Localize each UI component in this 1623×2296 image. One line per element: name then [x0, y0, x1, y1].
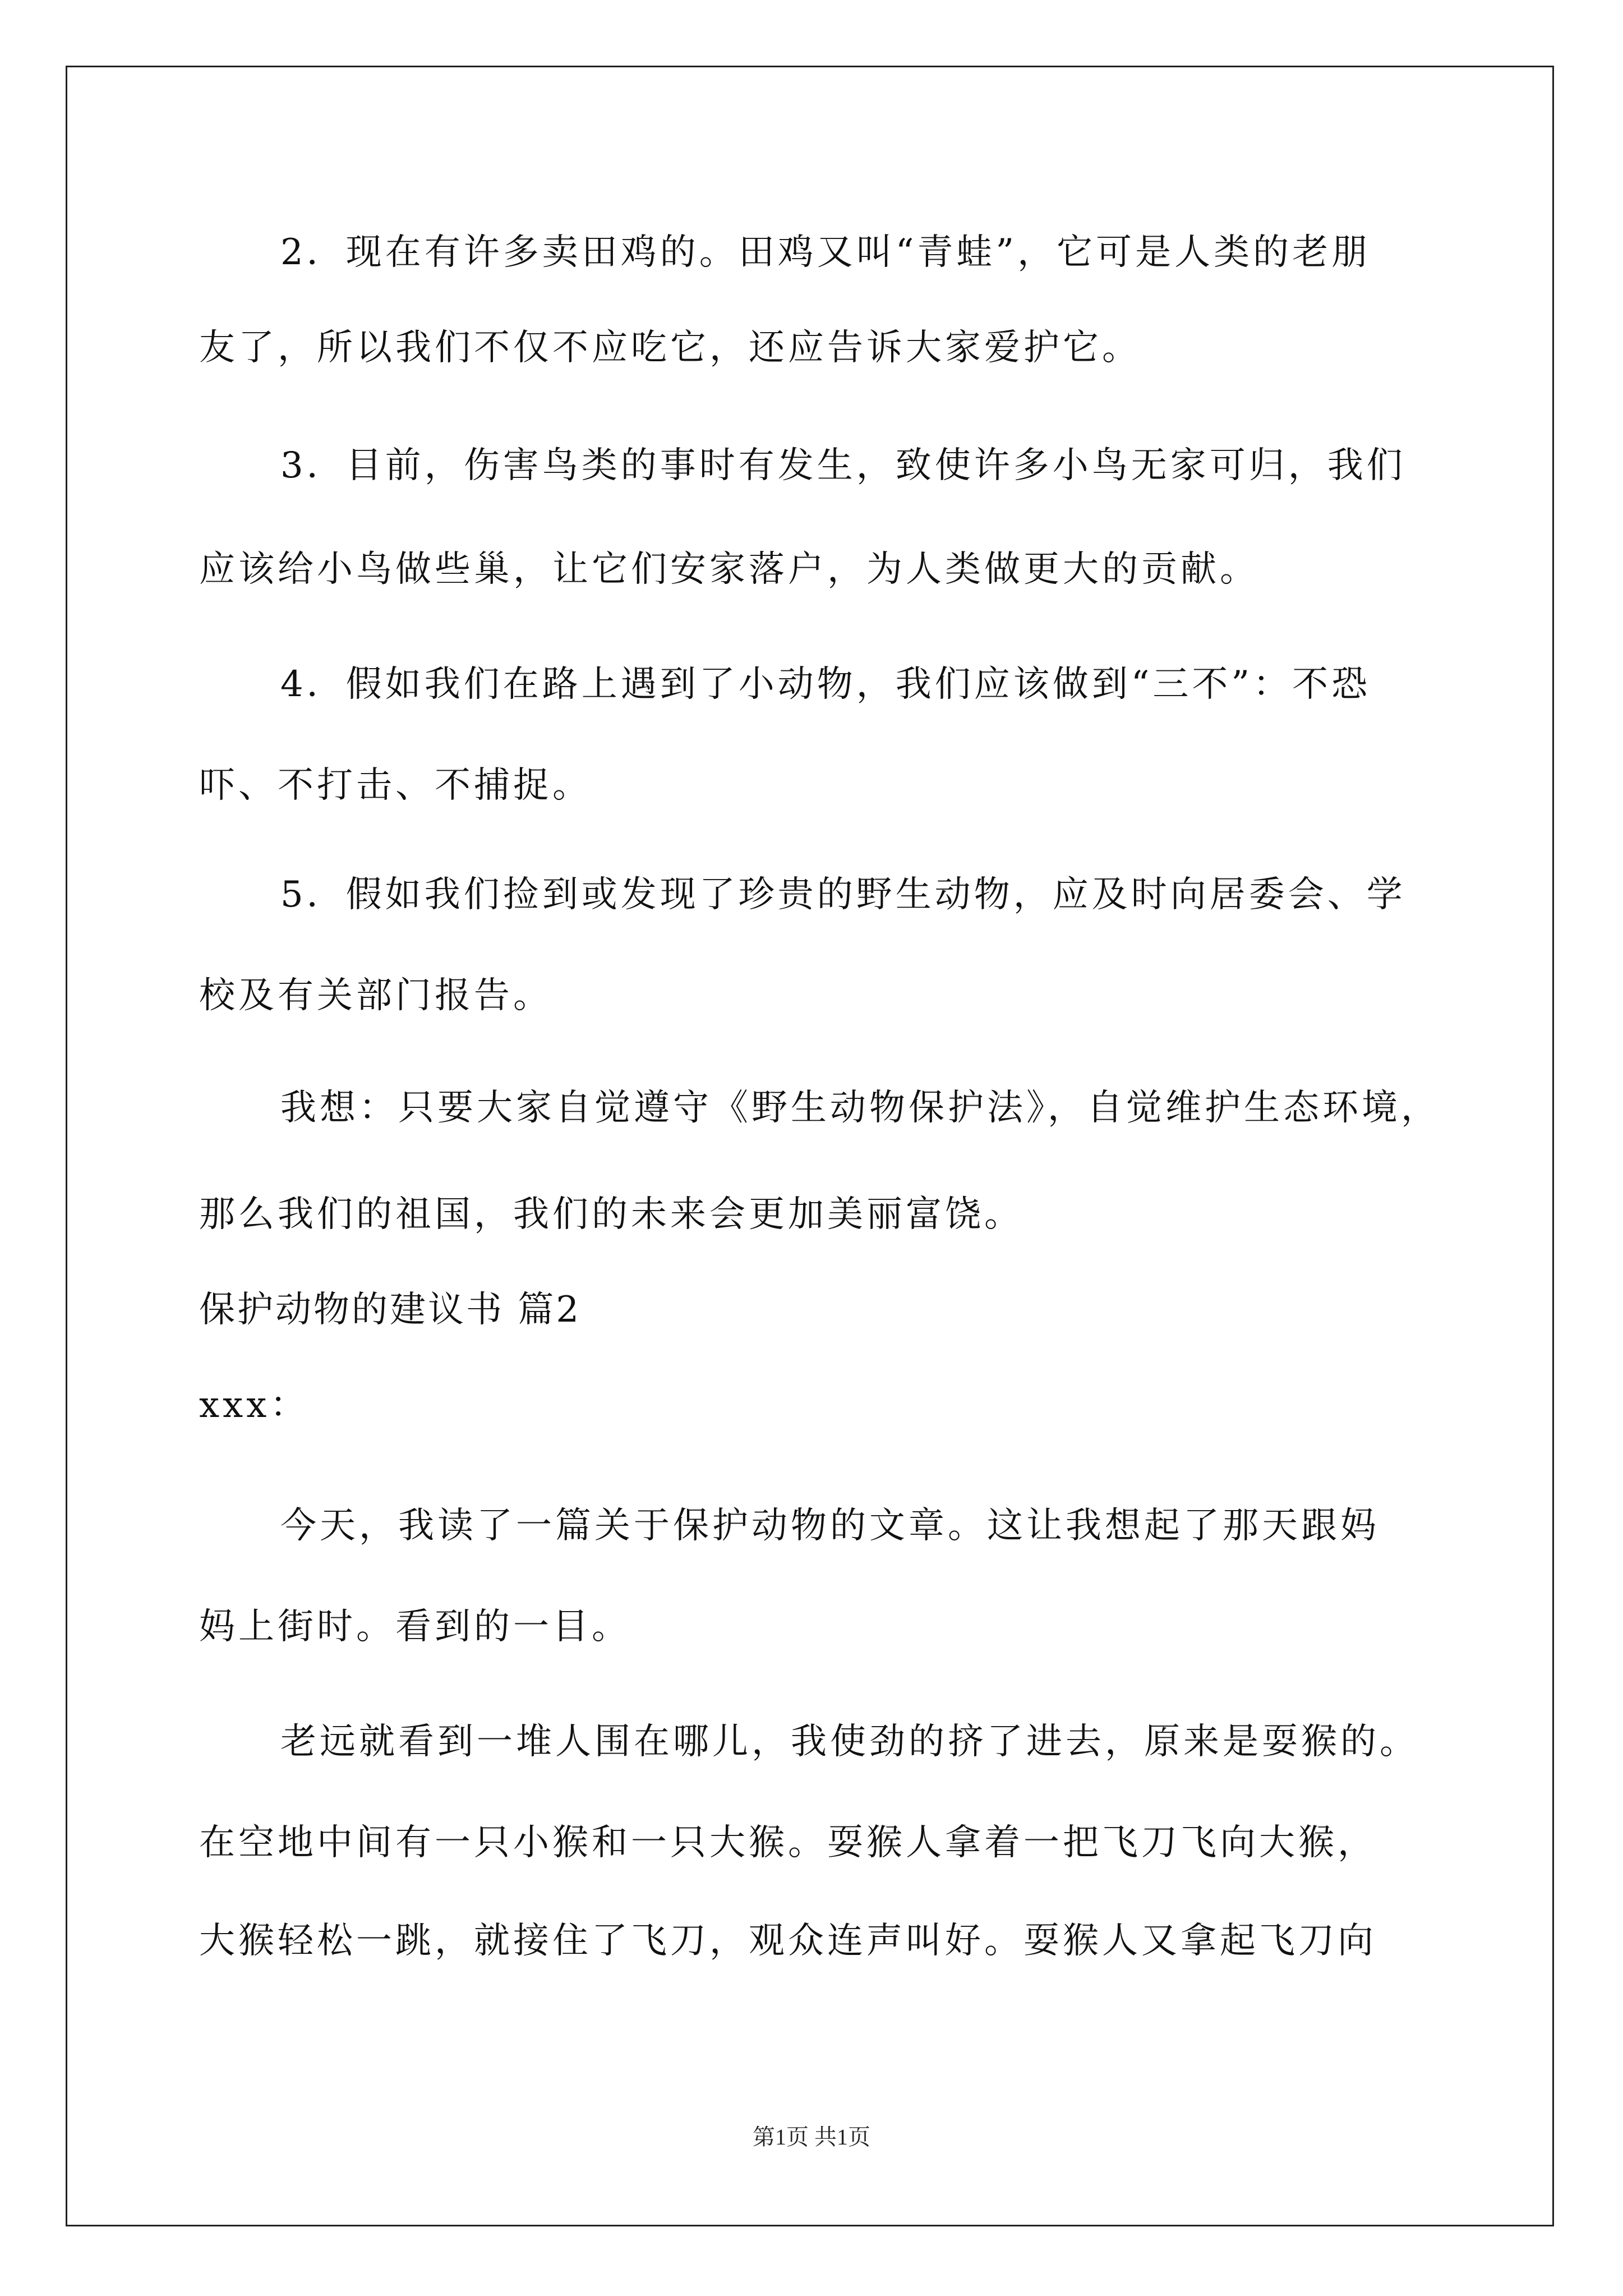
- paragraph-7-line-1: 老远就看到一堆人围在哪儿，我使劲的挤了进去，原来是耍猴的。: [280, 1721, 1419, 1763]
- paragraph-4-line-1: 5．假如我们捡到或发现了珍贵的野生动物，应及时向居委会、学: [280, 874, 1406, 915]
- paragraph-6-line-2: 妈上街时。看到的一目。: [199, 1606, 631, 1648]
- salutation: xxx：: [199, 1384, 310, 1426]
- paragraph-2-line-1: 3．目前，伤害鸟类的事时有发生，致使许多小鸟无家可归，我们: [280, 445, 1406, 486]
- section-title: 保护动物的建议书 篇2: [199, 1289, 582, 1331]
- paragraph-4-line-2: 校及有关部门报告。: [199, 975, 552, 1016]
- paragraph-2-line-2: 应该给小鸟做些巢，让它们安家落户，为人类做更大的贡献。: [199, 549, 1259, 590]
- page-border: [66, 66, 1554, 2226]
- paragraph-7-line-2: 在空地中间有一只小猴和一只大猴。耍猴人拿着一把飞刀飞向大猴，: [199, 1822, 1377, 1864]
- paragraph-6-line-1: 今天，我读了一篇关于保护动物的文章。这让我想起了那天跟妈: [280, 1505, 1380, 1547]
- paragraph-3-line-1: 4．假如我们在路上遇到了小动物，我们应该做到“三不”：不恐: [280, 664, 1371, 705]
- paragraph-1-line-1: 2．现在有许多卖田鸡的。田鸡又叫“青蛙”，它可是人类的老朋: [280, 232, 1371, 273]
- paragraph-5-line-1: 我想：只要大家自觉遵守《野生动物保护法》，自觉维护生态环境，: [280, 1087, 1440, 1129]
- paragraph-1-line-2: 友了，所以我们不仅不应吃它，还应告诉大家爱护它。: [199, 327, 1141, 369]
- paragraph-5-line-2: 那么我们的祖国，我们的未来会更加美丽富饶。: [199, 1194, 1023, 1235]
- paragraph-3-line-2: 吓、不打击、不捕捉。: [199, 765, 592, 806]
- paragraph-7-line-3: 大猴轻松一跳，就接住了飞刀，观众连声叫好。耍猴人又拿起飞刀向: [199, 1920, 1377, 1962]
- page-footer: 第1页 共1页: [753, 2124, 870, 2150]
